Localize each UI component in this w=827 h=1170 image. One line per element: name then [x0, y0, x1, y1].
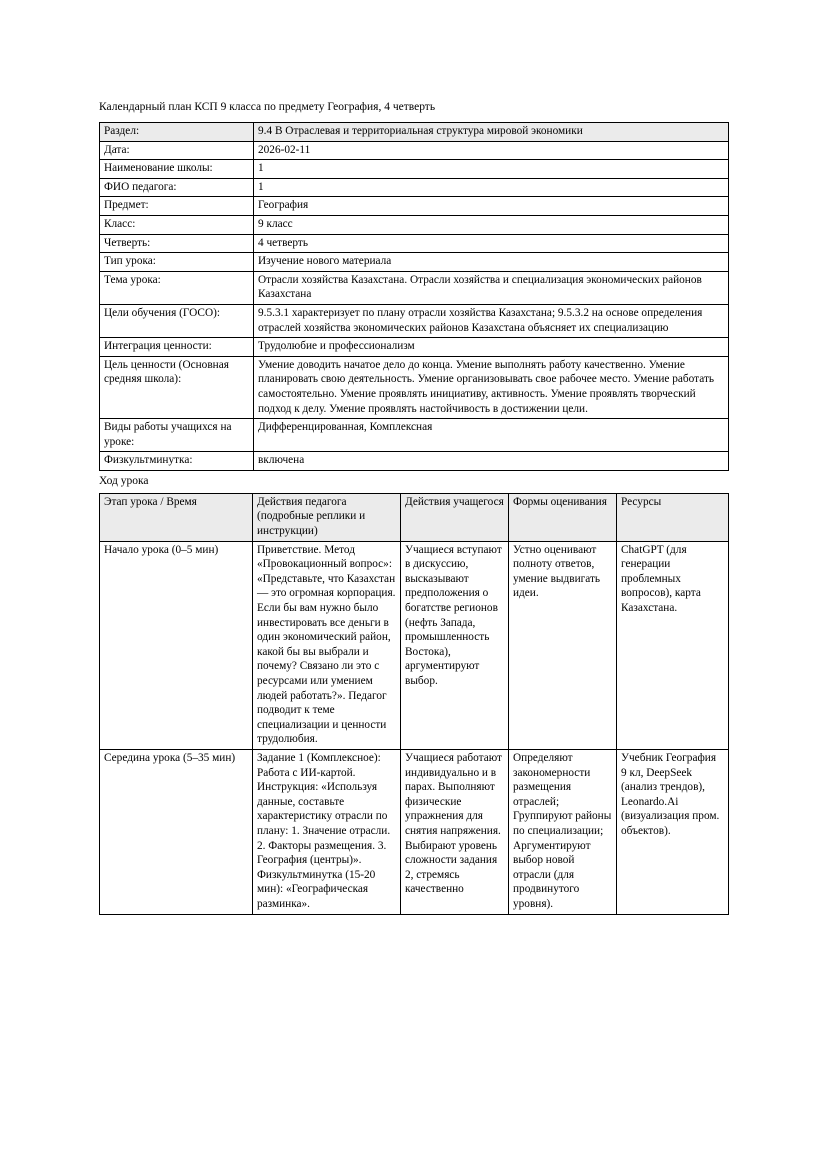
table-row [100, 541, 729, 749]
info-row-label: Виды работы учащихся на уроке: [100, 419, 254, 452]
info-row-label: Физкультминутка: [100, 452, 254, 471]
resources-cell: Учебник География 9 кл, DeepSeek (анализ трендов), Leonardo.Ai (визуализация пром. объектов). [617, 749, 729, 914]
lesson-info-table [99, 122, 729, 471]
info-row-value: 1 [254, 160, 729, 179]
info-row-label: Класс: [100, 215, 254, 234]
info-row-value: Дифференцированная, Комплексная [254, 419, 729, 452]
column-header: Формы оценивания [509, 493, 617, 541]
teacher-actions-cell: Задание 1 (Комплексное): Работа с ИИ-картой. Инструкция: «Используя данные, составьте характеристику отрасли по плану: 1. Значение отрасли. 2. Факторы размещения. 3. География (центры)». Физкультминутка (15-20 мин): «Географическая разминка». [253, 749, 401, 914]
info-row-label: Интеграция ценности: [100, 338, 254, 357]
info-row-label: Раздел: [100, 123, 254, 142]
assessment-cell: Определяют закономерности размещения отраслей; Группируют районы по специализации; Аргументируют выбор новой отрасли (для продвинутого уровня). [509, 749, 617, 914]
info-row-label: Предмет: [100, 197, 254, 216]
info-row-label: Цель ценности (Основная средняя школа): [100, 356, 254, 418]
info-row-value: 9.4 В Отраслевая и территориальная структура мировой экономики [254, 123, 729, 142]
info-row-label: ФИО педагога: [100, 178, 254, 197]
table-row [100, 234, 729, 253]
info-row-value: 9 класс [254, 215, 729, 234]
info-row-value: Умение доводить начатое дело до конца. Умение выполнять работу качественно. Умение планировать свою деятельность. Умение организовывать свое рабочее место. Умение работать самостоятельно. Умение проявлять инициативу, активность. Умение проявлять творческий подход к делу. Умение проявлять настойчивость в достижении цели. [254, 356, 729, 418]
table-row [100, 356, 729, 418]
stage-cell: Середина урока (5–35 мин) [100, 749, 253, 914]
table-row [100, 141, 729, 160]
info-row-label: Наименование школы: [100, 160, 254, 179]
table-row [100, 271, 729, 304]
info-row-value: 4 четверть [254, 234, 729, 253]
table-row [100, 215, 729, 234]
info-row-value: 1 [254, 178, 729, 197]
info-row-label: Тип урока: [100, 253, 254, 272]
table-header-row [100, 493, 729, 541]
lesson-info-body [100, 123, 729, 471]
info-row-label: Цели обучения (ГОСО): [100, 304, 254, 337]
table-row [100, 338, 729, 357]
table-row [100, 178, 729, 197]
student-actions-cell: Учащиеся работают индивидуально и в парах. Выполняют физические упражнения для снятия напряжения. Выбирают уровень сложности задания 2, стремясь качественно [401, 749, 509, 914]
page-title: Календарный план КСП 9 класса по предмету География, 4 четверть [99, 101, 436, 113]
info-row-value: География [254, 197, 729, 216]
student-actions-cell: Учащиеся вступают в дискуссию, высказывают предположения о богатстве регионов (нефть Запада, промышленность Востока), аргументируют выбор. [401, 541, 509, 749]
table-row [100, 749, 729, 914]
info-row-label: Тема урока: [100, 271, 254, 304]
resources-cell: ChatGPT (для генерации проблемных вопросов), карта Казахстана. [617, 541, 729, 749]
info-row-value: 9.5.3.1 характеризует по плану отрасли хозяйства Казахстана; 9.5.3.2 на основе определения отраслей хозяйства экономических районов Казахстана объясняет их специализацию [254, 304, 729, 337]
info-row-label: Четверть: [100, 234, 254, 253]
info-row-value: Изучение нового материала [254, 253, 729, 272]
table-row [100, 123, 729, 142]
lesson-flow-label: Ход урока [99, 474, 149, 487]
column-header: Ресурсы [617, 493, 729, 541]
table-row [100, 304, 729, 337]
assessment-cell: Устно оценивают полноту ответов, умение выдвигать идеи. [509, 541, 617, 749]
info-row-label: Дата: [100, 141, 254, 160]
teacher-actions-cell: Приветствие. Метод «Провокационный вопрос»: «Представьте, что Казахстан — это огромная корпорация. Если бы вам нужно было инвестировать все деньги в один экономический район, какой бы вы выбрали и почему? Связано ли это с ресурсами или умением людей работать?». Педагог подводит к теме специализации и ценности трудолюбия. [253, 541, 401, 749]
column-header: Действия учащегося [401, 493, 509, 541]
stage-cell: Начало урока (0–5 мин) [100, 541, 253, 749]
column-header: Этап урока / Время [100, 493, 253, 541]
info-row-value: включена [254, 452, 729, 471]
table-row [100, 253, 729, 272]
info-row-value: Отрасли хозяйства Казахстана. Отрасли хозяйства и специализация экономических районов Казахстана [254, 271, 729, 304]
table-row [100, 160, 729, 179]
info-row-value: 2026-02-11 [254, 141, 729, 160]
table-row [100, 197, 729, 216]
column-header: Действия педагога (подробные реплики и инструкции) [253, 493, 401, 541]
lesson-flow-table [99, 493, 729, 915]
lesson-flow-head [100, 493, 729, 541]
table-row [100, 452, 729, 471]
info-row-value: Трудолюбие и профессионализм [254, 338, 729, 357]
table-row [100, 419, 729, 452]
lesson-flow-body [100, 541, 729, 914]
